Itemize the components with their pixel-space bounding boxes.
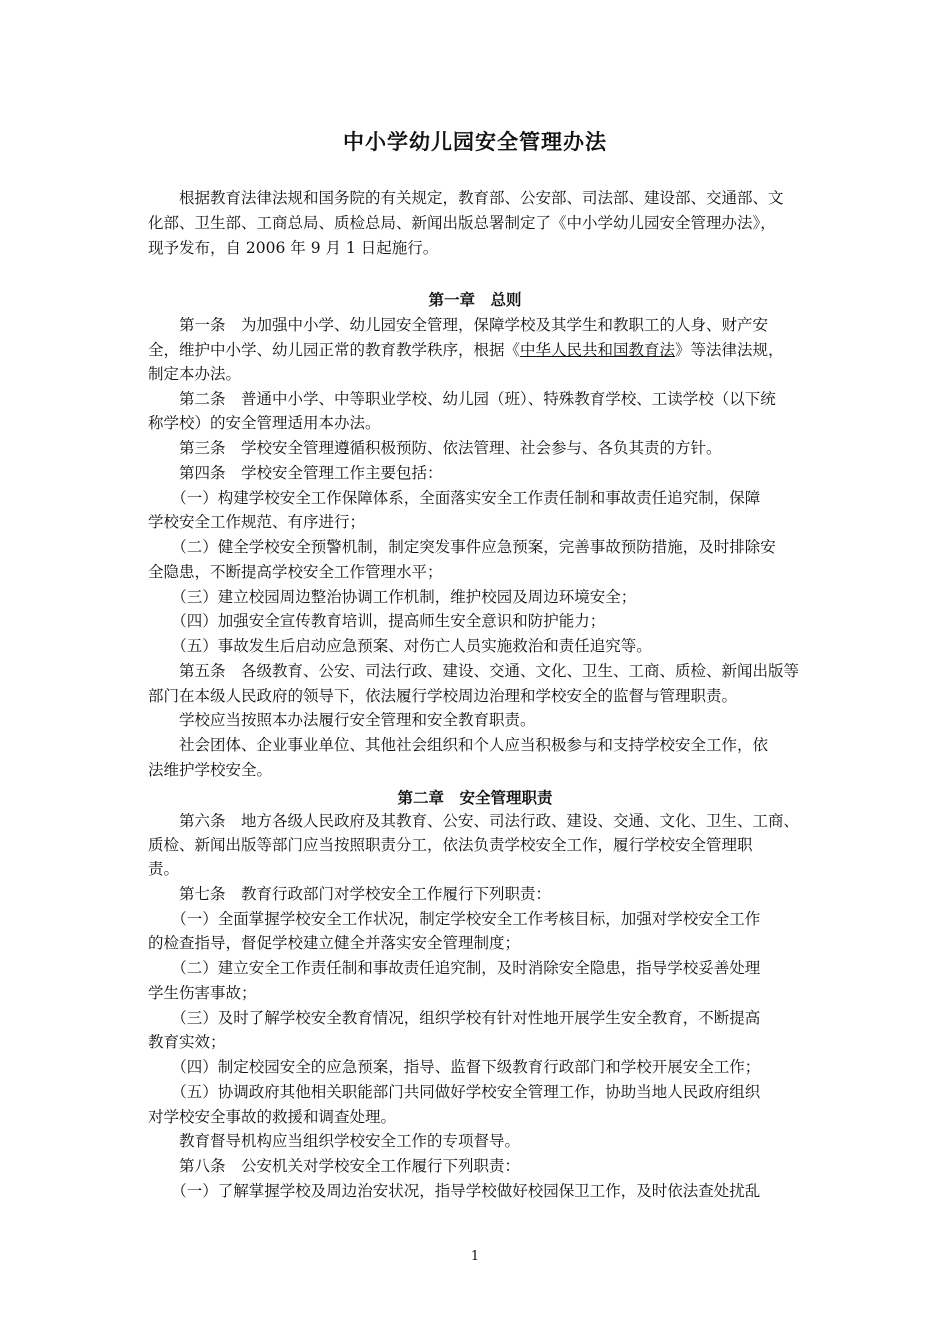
text-line: （四）制定校园安全的应急预案，指导、监督下级教育行政部门和学校开展安全工作； <box>148 1058 761 1076</box>
text-line: （五）协调政府其他相关职能部门共同做好学校安全管理工作，协助当地人民政府组织 <box>148 1083 761 1101</box>
text-line: （二）健全学校安全预警机制，制定突发事件应急预案，完善事故预防措施，及时排除安 <box>148 538 776 556</box>
text-line: （二）建立安全工作责任制和事故责任追究制，及时消除安全隐患，指导学校妥善处理 <box>148 959 761 977</box>
chapter-heading: 第二章 安全管理职责 <box>397 789 553 807</box>
text-line: （四）加强安全宣传教育培训，提高师生安全意识和防护能力； <box>148 612 606 630</box>
text-line: （一）全面掌握学校安全工作状况，制定学校安全工作考核目标，加强对学校安全工作 <box>148 910 761 928</box>
text-line: （一）了解掌握学校及周边治安状况，指导学校做好校园保卫工作，及时依法查处扰乱 <box>148 1182 761 1200</box>
text-line: 第三条 学校安全管理遵循积极预防、依法管理、社会参与、各负其责的方针。 <box>148 439 722 457</box>
page-number: 1 <box>470 1249 480 1264</box>
text-line: 根据教育法律法规和国务院的有关规定，教育部、公安部、司法部、建设部、交通部、文 <box>148 189 784 207</box>
text-segment: 》等法律法规， <box>675 341 784 359</box>
text-line: 第五条 各级教育、公安、司法行政、建设、交通、文化、卫生、工商、质检、新闻出版等 <box>148 662 800 680</box>
document-title: 中小学幼儿园安全管理办法 <box>343 130 607 154</box>
text-line: （三）建立校园周边整治协调工作机制，维护校园及周边环境安全； <box>148 588 637 606</box>
text-line: （一）构建学校安全工作保障体系，全面落实安全工作责任制和事故责任追究制，保障 <box>148 489 761 507</box>
text-line: 第二条 普通中小学、中等职业学校、幼儿园（班）、特殊教育学校、工读学校（以下统 <box>148 390 776 408</box>
text-line: 称学校）的安全管理适用本办法。 <box>148 414 381 432</box>
law-link[interactable]: 中华人民共和国教育法 <box>520 341 676 359</box>
text-line: 社会团体、企业事业单位、其他社会组织和个人应当积极参与和支持学校安全工作，依 <box>148 736 769 754</box>
text-line: 第七条 教育行政部门对学校安全工作履行下列职责： <box>148 885 552 903</box>
text-line: 化部、卫生部、工商总局、质检总局、新闻出版总署制定了《中小学幼儿园安全管理办法》， <box>148 214 776 232</box>
text-line: 教育督导机构应当组织学校安全工作的专项督导。 <box>148 1132 521 1150</box>
text-line: 学校应当按照本办法履行安全管理和安全教育职责。 <box>148 711 536 729</box>
text-line: 制定本办法。 <box>148 365 242 383</box>
text-line: 全隐患，不断提高学校安全工作管理水平； <box>148 563 443 581</box>
text-line: 第一条 为加强中小学、幼儿园安全管理，保障学校及其学生和教职工的人身、财产安 <box>148 316 769 334</box>
text-line: 第四条 学校安全管理工作主要包括： <box>148 464 443 482</box>
text-line: 对学校安全事故的救援和调查处理。 <box>148 1108 397 1126</box>
text-line: 法维护学校安全。 <box>148 761 273 779</box>
text-line: 学校安全工作规范、有序进行； <box>148 513 366 531</box>
text-line: 部门在本级人民政府的领导下，依法履行学校周边治理和学校安全的监督与管理职责。 <box>148 687 738 705</box>
text-line: 第六条 地方各级人民政府及其教育、公安、司法行政、建设、交通、文化、卫生、工商、 <box>148 812 800 830</box>
text-line: 学生伤害事故； <box>148 984 257 1002</box>
text-line: 质检、新闻出版等部门应当按照职责分工，依法负责学校安全工作，履行学校安全管理职 <box>148 836 753 854</box>
chapter-heading: 第一章 总则 <box>428 291 522 309</box>
text-line: （五）事故发生后启动应急预案、对伤亡人员实施救治和责任追究等。 <box>148 637 652 655</box>
text-line: 责。 <box>148 860 180 878</box>
text-line <box>148 340 808 360</box>
text-line: 教育实效； <box>148 1033 226 1051</box>
text-segment: 全，维护中小学、幼儿园正常的教育教学秩序，根据《 <box>148 341 521 359</box>
text-line: 现予发布，自 2006 年 9 月 1 日起施行。 <box>148 239 439 257</box>
text-line: 的检查指导，督促学校建立健全并落实安全管理制度； <box>148 934 521 952</box>
text-line: 第八条 公安机关对学校安全工作履行下列职责： <box>148 1157 521 1175</box>
text-line: （三）及时了解学校安全教育情况，组织学校有针对性地开展学生安全教育，不断提高 <box>148 1009 761 1027</box>
